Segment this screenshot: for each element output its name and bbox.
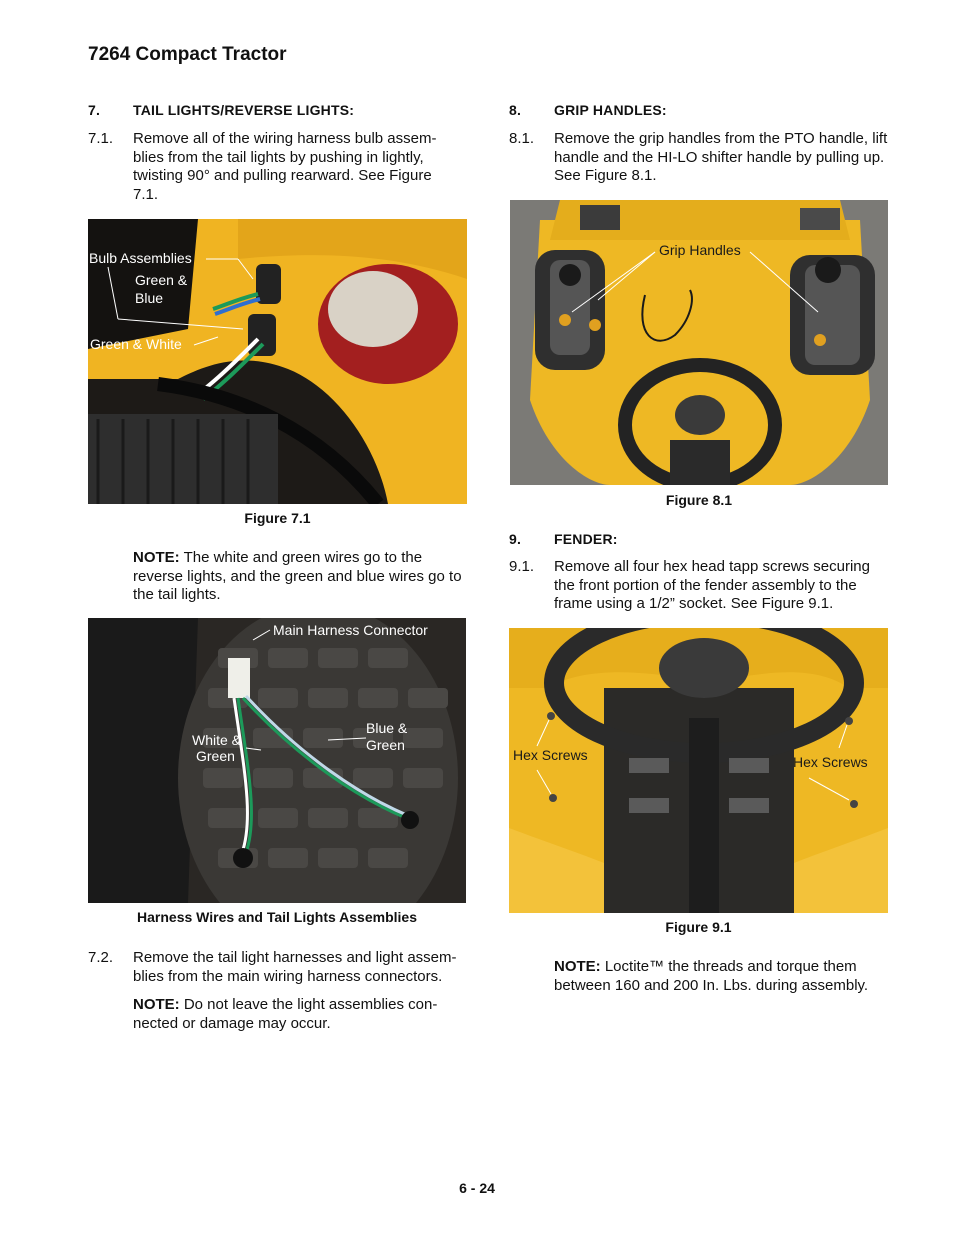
- figure-9-1-caption: Figure 9.1: [665, 919, 732, 935]
- step-7-1: [88, 130, 468, 210]
- note-1-label: NOTE:: [133, 549, 180, 566]
- page-title: 7264 Compact Tractor: [88, 44, 287, 65]
- figure-8-1-photo: [510, 200, 888, 485]
- label-bulb-assemblies: Bulb Assemblies: [89, 250, 192, 266]
- note-3-label: NOTE:: [554, 958, 601, 975]
- label-grip-handles: Grip Handles: [659, 242, 741, 258]
- note-2-label: NOTE:: [133, 996, 180, 1013]
- label-hex-screws-right: Hex Screws: [793, 754, 868, 770]
- note-3-text: Loctite™ the threads and torque them between 160 and 200 In. Lbs. during assembly.: [554, 958, 869, 994]
- label-green-blue-line1: Green &: [135, 272, 188, 288]
- label-white-green-line2: Green: [196, 748, 235, 764]
- step-8-1: [509, 130, 889, 190]
- section-7-title: TAIL LIGHTS/REVERSE LIGHTS:: [133, 102, 355, 118]
- step-7-1-text: Remove all of the wiring harness bulb assem-blies from the tail lights by pushing in lightly, twisting 90° and pulling rearward. See Figure 7.1.: [133, 130, 437, 203]
- section-7-number: 7.: [88, 102, 101, 118]
- step-7-1-number: 7.1.: [88, 130, 114, 147]
- label-blue-green-line1: Blue &: [366, 720, 408, 736]
- step-9-1: [509, 558, 889, 618]
- harness-caption: Harness Wires and Tail Lights Assemblies: [137, 909, 417, 925]
- step-7-2-text: Remove the tail light harnesses and light assem-blies from the main wiring harness connectors.: [133, 949, 457, 985]
- note-3: [554, 958, 889, 995]
- figure-8-1-caption: Figure 8.1: [665, 492, 733, 508]
- label-green-blue-line2: Blue: [135, 290, 164, 306]
- note-2-text: Do not leave the light assemblies con-nected or damage may occur.: [133, 996, 438, 1032]
- figure-9-1-photo: [509, 628, 888, 913]
- step-8-1-number: 8.1.: [509, 130, 535, 147]
- page-number: 6 - 24: [459, 1180, 495, 1196]
- note-1-text: The white and green wires go to the reverse lights, and the green and blue wires go to the tail lights.: [133, 549, 462, 603]
- section-9-number: 9.: [509, 531, 522, 547]
- step-9-1-number: 9.1.: [509, 558, 535, 575]
- step-7-2-number: 7.2.: [88, 949, 114, 966]
- label-white-green-line1: White &: [192, 732, 242, 748]
- section-8-title: GRIP HANDLES:: [554, 102, 667, 118]
- label-hex-screws-left: Hex Screws: [513, 747, 588, 763]
- step-8-1-text: Remove the grip handles from the PTO handle, lift handle and the HI-LO shifter handle by pulling up. See Figure 8.1.: [554, 130, 888, 184]
- label-blue-green-line2: Green: [366, 737, 405, 753]
- harness-photo: [88, 618, 466, 903]
- label-main-harness-connector: Main Harness Connector: [273, 622, 428, 638]
- note-1: [133, 549, 463, 605]
- step-7-2: [88, 949, 468, 989]
- section-9-title: FENDER:: [554, 531, 618, 547]
- step-9-1-text: Remove all four hex head tapp screws securing the front portion of the fender assembly to the frame using a 1/2” socket. See Figure 9.1.: [554, 558, 870, 612]
- section-8-number: 8.: [509, 102, 522, 118]
- label-green-white: Green & White: [90, 336, 182, 352]
- figure-7-1-photo: [88, 219, 467, 504]
- note-2: [133, 996, 458, 1033]
- figure-7-1-caption: Figure 7.1: [244, 510, 311, 526]
